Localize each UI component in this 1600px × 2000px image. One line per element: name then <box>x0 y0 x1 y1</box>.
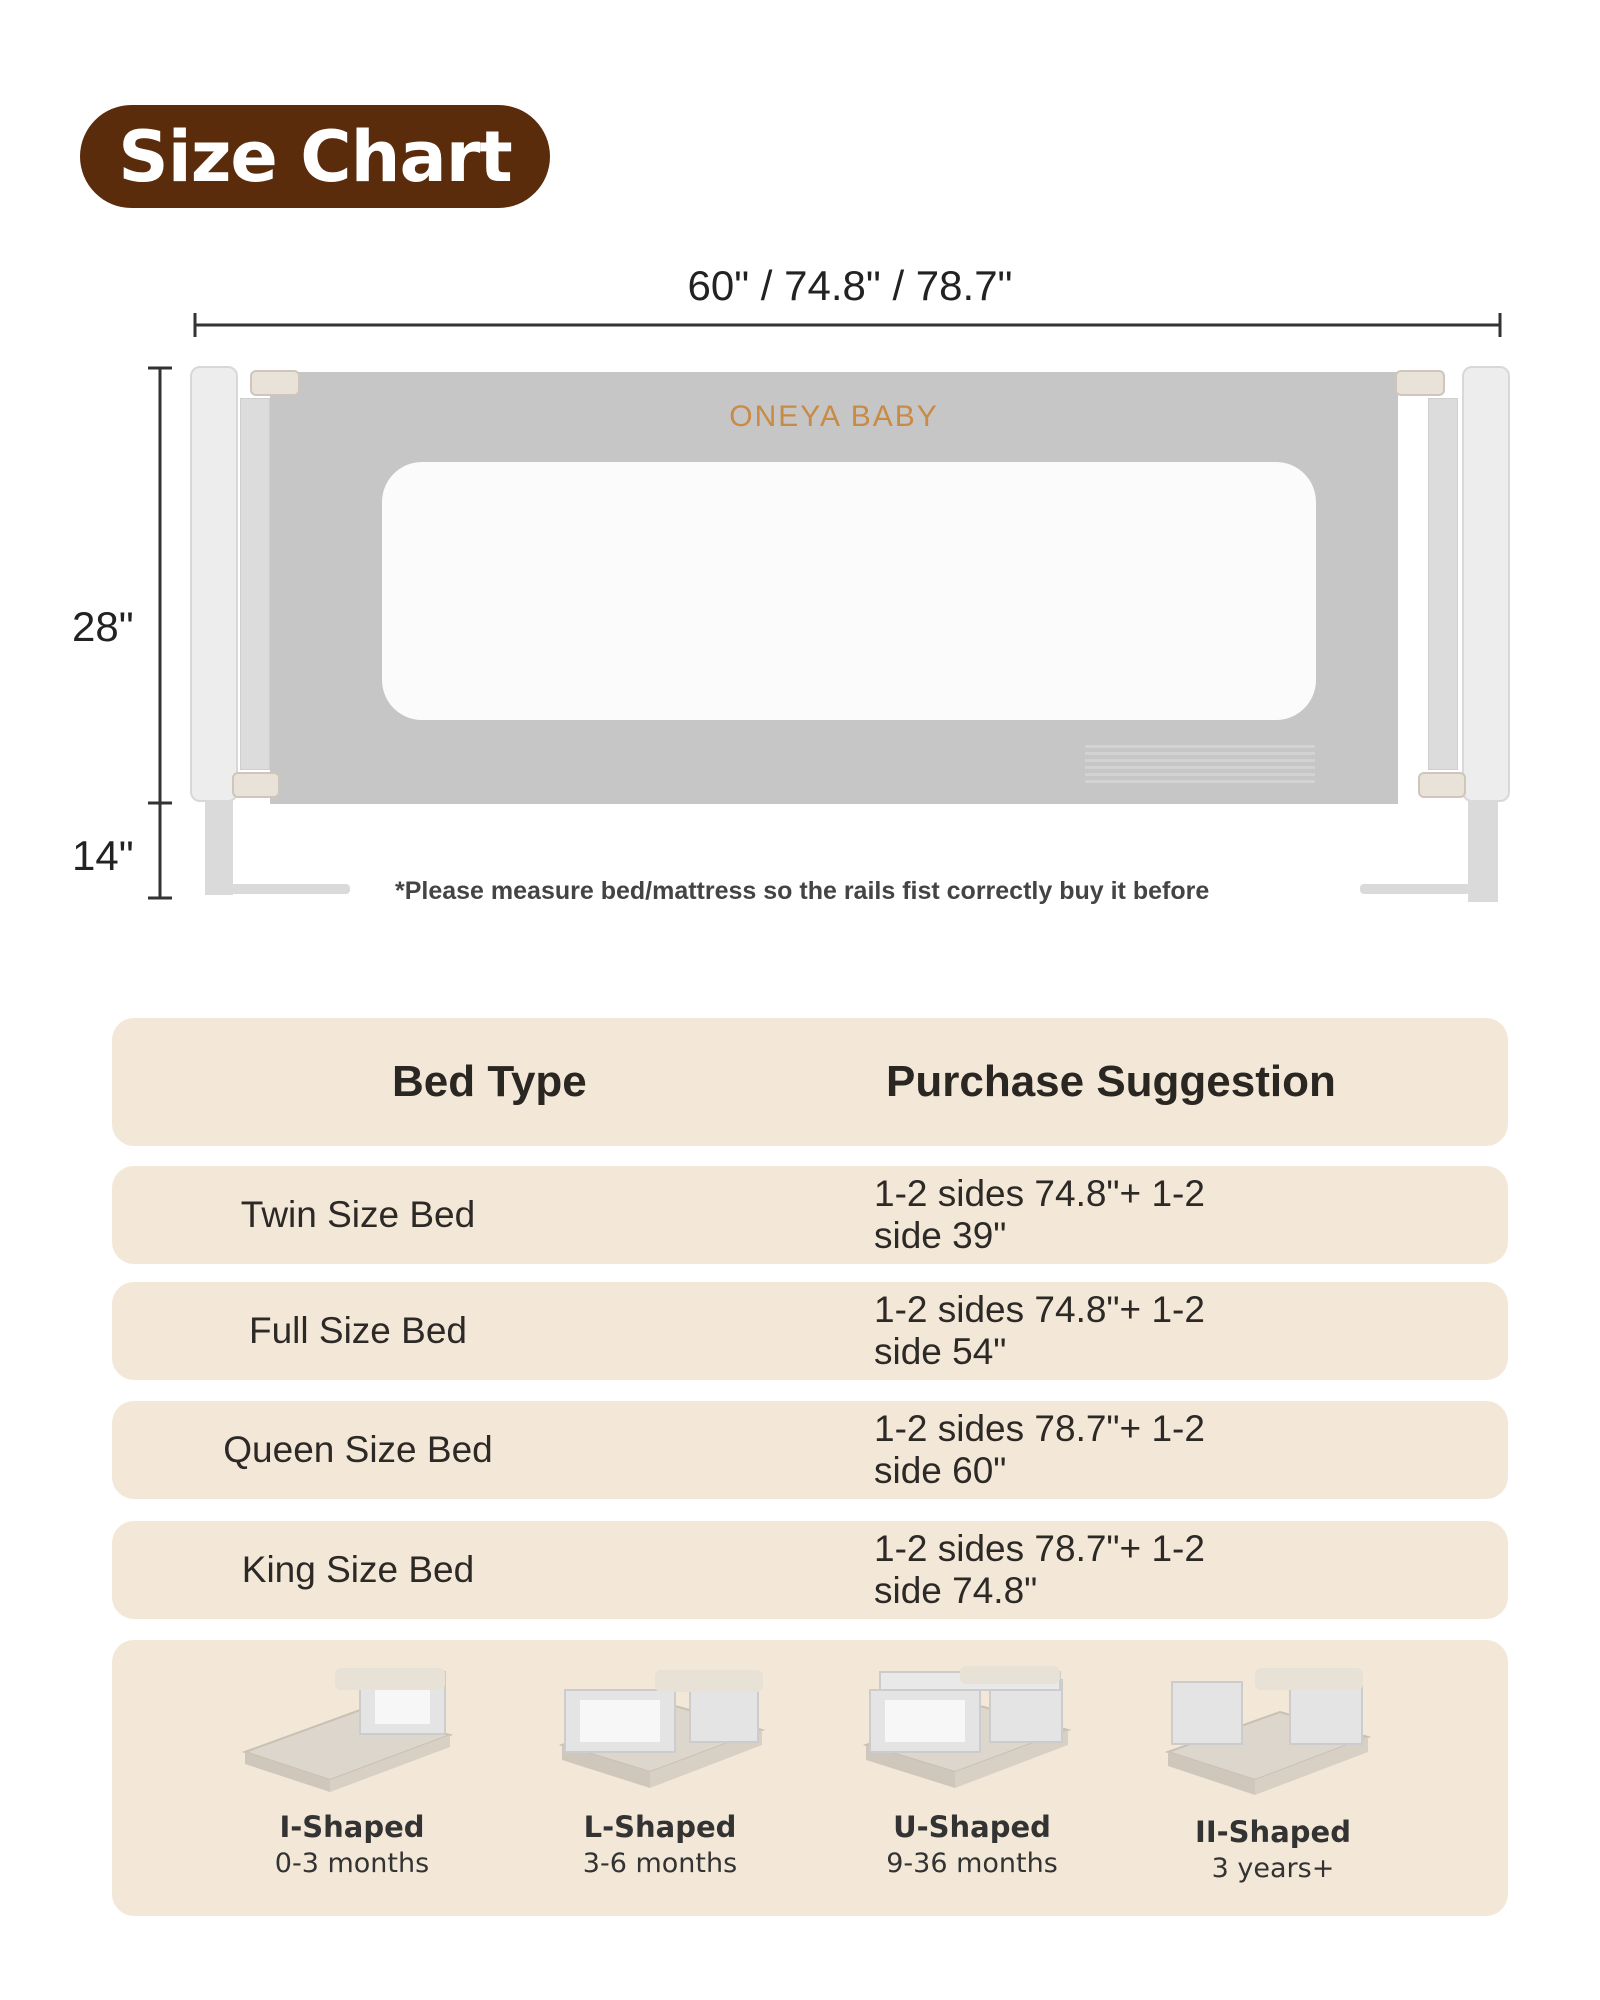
config-age: 0-3 months <box>274 1848 430 1879</box>
config-l-shaped <box>530 1810 790 1879</box>
config-age: 3 years+ <box>1211 1853 1335 1884</box>
page-title: Size Chart <box>118 115 512 198</box>
config-age: 3-6 months <box>582 1848 738 1879</box>
u-shaped-bed-icon <box>866 1666 1068 1788</box>
rail-height-label: 28" <box>72 603 134 650</box>
bed-type-cell: King Size Bed <box>241 1549 475 1590</box>
suggestion-cell: 1-2 sides 78.7"+ 1-2 side 74.8" <box>874 1528 1205 1611</box>
bed-type-cell: Full Size Bed <box>249 1310 467 1351</box>
suggestion-cell: 1-2 sides 78.7"+ 1-2 side 60" <box>874 1408 1205 1491</box>
brand-logo: ONEYA BABY <box>729 400 939 433</box>
config-name: U-Shaped <box>893 1810 1051 1844</box>
leg-height-label: 14" <box>72 832 134 879</box>
width-dimension-label: 60" / 74.8" / 78.7" <box>687 262 1013 309</box>
measure-note: *Please measure bed/mattress so the rails fist correctly buy it before <box>395 877 1210 905</box>
config-i-shaped <box>222 1810 482 1879</box>
suggestion-cell: 1-2 sides 74.8"+ 1-2 side 39" <box>874 1173 1205 1256</box>
config-ii-shaped <box>1143 1815 1403 1884</box>
config-name: II-Shaped <box>1195 1815 1351 1849</box>
suggestion-cell: 1-2 sides 74.8"+ 1-2 side 54" <box>874 1289 1205 1372</box>
bed-type-cell: Queen Size Bed <box>223 1429 493 1470</box>
header-bed-type: Bed Type <box>392 1057 587 1106</box>
l-shaped-bed-icon <box>562 1670 763 1788</box>
i-shaped-bed-icon <box>245 1668 450 1792</box>
config-age: 9-36 months <box>886 1848 1058 1879</box>
config-u-shaped <box>842 1810 1102 1879</box>
config-name: L-Shaped <box>583 1810 737 1844</box>
ii-shaped-bed-icon <box>1168 1668 1368 1795</box>
header-purchase-suggestion: Purchase Suggestion <box>886 1057 1336 1106</box>
bed-type-cell: Twin Size Bed <box>240 1194 476 1235</box>
config-name: I-Shaped <box>279 1810 425 1844</box>
